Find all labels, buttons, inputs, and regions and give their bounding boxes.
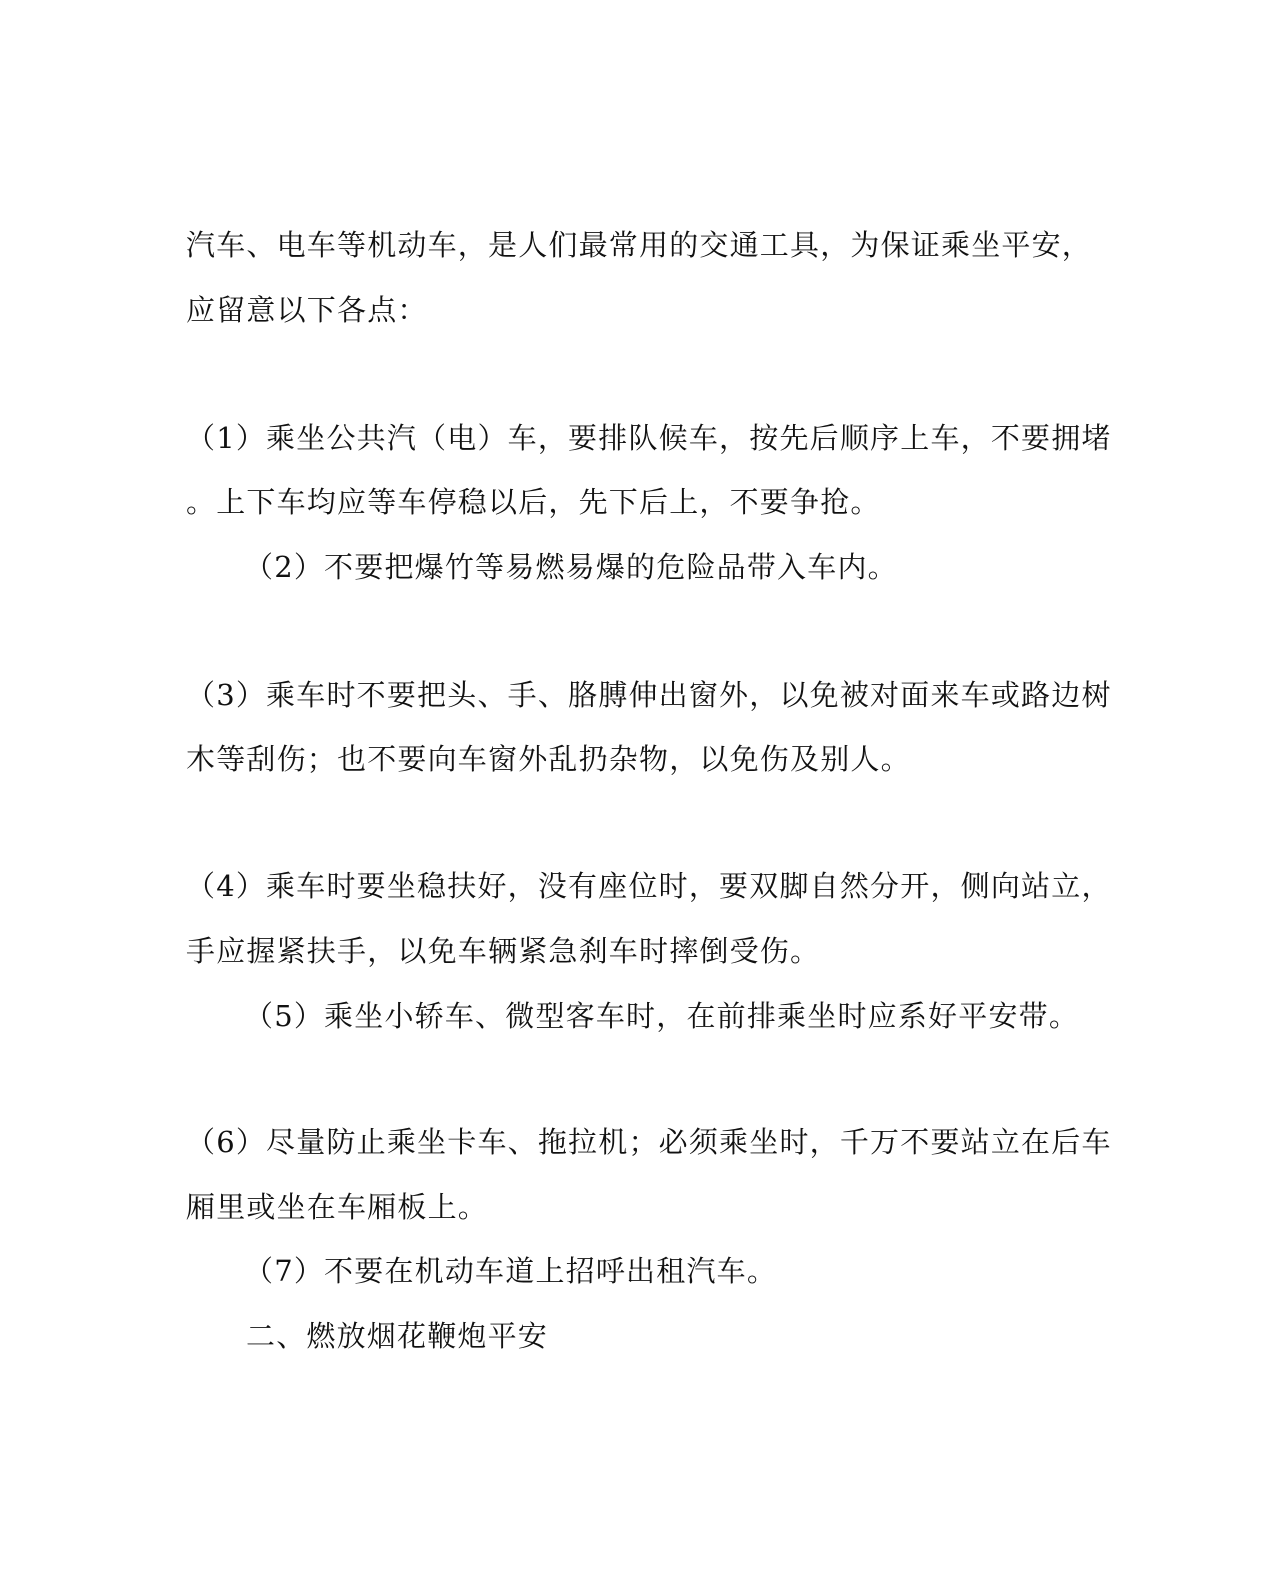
item-4-line-2: 手应握紧扶手，以免车辆紧急刹车时摔倒受伤。 [186,934,821,968]
item-3-line-2: 木等刮伤；也不要向车窗外乱扔杂物，以免伤及别人。 [186,742,911,776]
paragraph-intro-line-1: 汽车、电车等机动车，是人们最常用的交通工具，为保证乘坐平安， [186,228,1093,262]
paragraph-intro-line-2: 应留意以下各点： [186,293,428,327]
item-7-line: （7）不要在机动车道上招呼出租汽车。 [244,1254,778,1288]
item-6-line-2: 厢里或坐在车厢板上。 [186,1190,489,1224]
item-4-line-1: （4）乘车时要坐稳扶好，没有座位时，要双脚自然分开，侧向站立， [186,869,1112,903]
item-1-line-1: （1）乘坐公共汽（电）车，要排队候车，按先后顺序上车，不要拥堵 [186,421,1112,455]
item-1-line-2: 。上下车均应等车停稳以后，先下后上，不要争抢。 [186,485,881,519]
item-2-line: （2）不要把爆竹等易燃易爆的危险品带入车内。 [244,550,898,584]
item-5-line: （5）乘坐小轿车、微型客车时，在前排乘坐时应系好平安带。 [244,999,1080,1033]
section-heading-fireworks: 二、燃放烟花鞭炮平安 [246,1319,549,1353]
item-3-line-1: （3）乘车时不要把头、手、胳膊伸出窗外，以免被对面来车或路边树 [186,678,1112,712]
item-6-line-1: （6）尽量防止乘坐卡车、拖拉机；必须乘坐时，千万不要站立在后车 [186,1125,1112,1159]
